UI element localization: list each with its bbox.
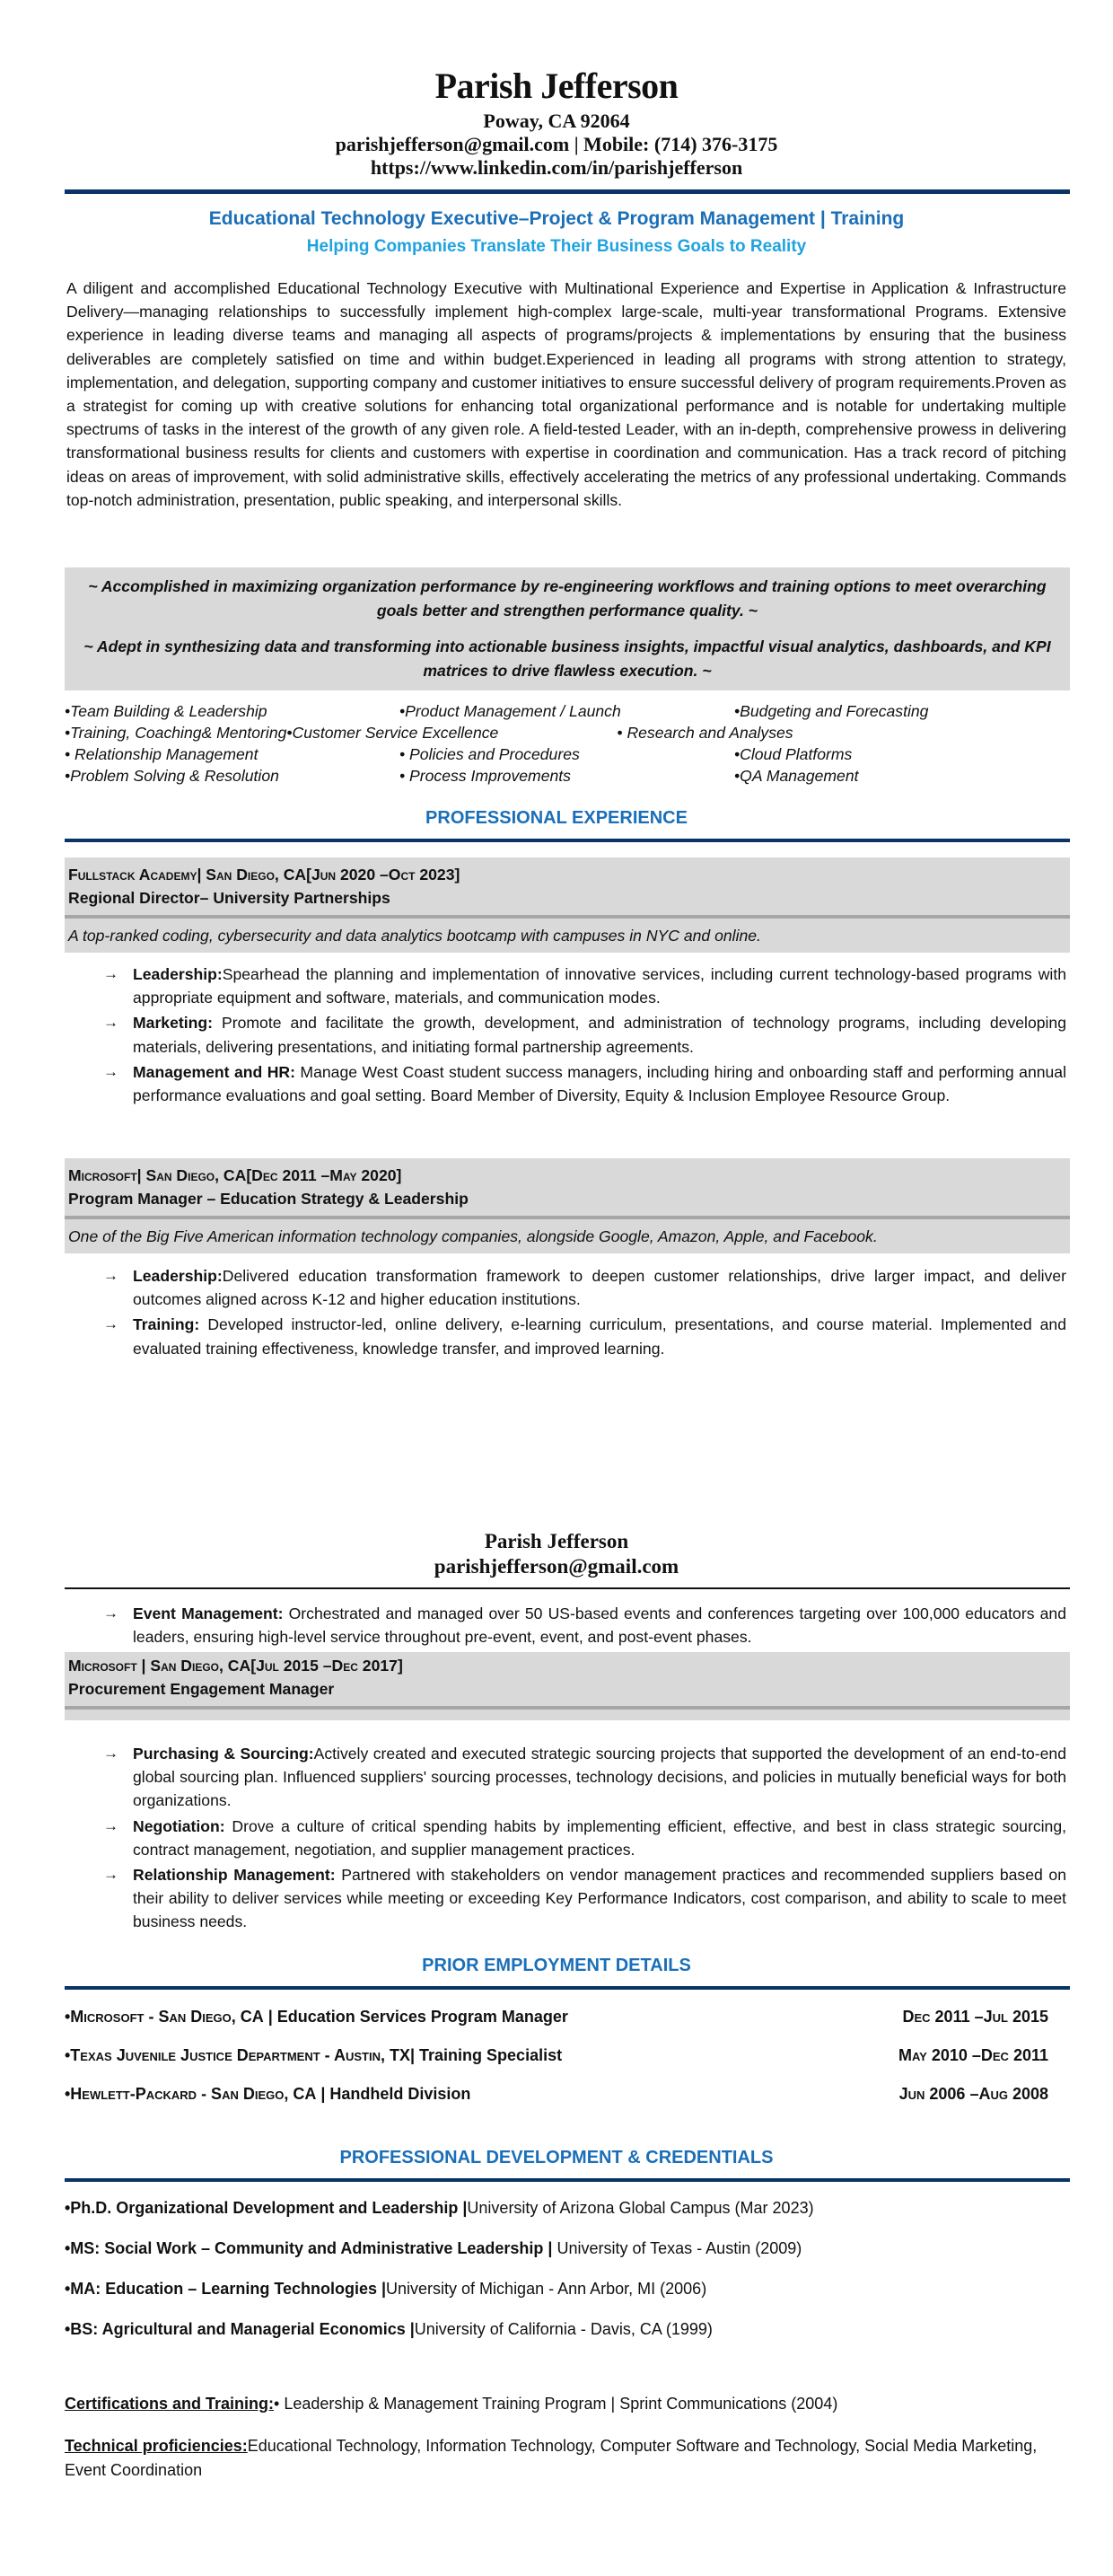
arrow-right-icon: → [103,1062,118,1080]
job-company-line: Microsoft| San Diego, CA[Dec 2011 –May 2020] [68,1166,402,1184]
prior-employment-row [65,2046,1048,2065]
section-divider [65,1986,1070,1990]
job-header [65,857,1070,922]
prior-dates: May 2010 –Dec 2011 [898,2046,1048,2064]
header-divider [65,189,1070,194]
education-school: University of Arizona Global Campus (Mar 2023) [467,2199,814,2217]
job-header-divider [65,915,1070,919]
job-bullets-continued [65,1602,1066,1650]
bullet-text: Orchestrated and managed over 50 US-based events and conferences targeting over 100,000 educators and leaders, ensuring high-level service throughout pre-event, event, and post-event phases. [133,1605,1066,1647]
skill-item: • Process Improvements [399,767,571,785]
candidate-name: Parish Jefferson [434,66,679,106]
bullet-label: Leadership: [133,965,223,983]
education-degree: •BS: Agricultural and Managerial Economics | [65,2320,415,2338]
bullet-label: Training: [133,1315,200,1334]
job-bullets [65,1264,1066,1362]
education-school: University of California - Davis, CA (1999) [414,2320,713,2338]
education-school: University of Texas - Austin (2009) [552,2239,802,2257]
professional-summary: A diligent and accomplished Educational Technology Executive with Multinational Experience and Expertise in Application & Infrastructure Delivery—managing relationships to successfully implement high-complex large-scale, multi-year transformational Programs. Extensive experience in leading diverse teams and managing all aspects of programs/projects & implementations by ensuring that the business deliverables are completely satisfied on time and within budget.Experienced in leading all programs with strong attention to strategy, implementation, and delegation, supporting company and customer initiatives to ensure successful delivery of program requirements.Proven as a strategist for coming up with creative solutions for enhancing total organizational performance and is notable for undertaking multiple spectrums of tasks in the interest of the growth of any given role. A field-tested Leader, with an in-depth, comprehensive prowess in delivering transformational business results for clients and customers with expertise in coordination and communication. Has a track record of pitching ideas on areas of improvement, with solid administrative skills, effectively accelerating the metrics of any professional undertaking. Commands top-notch administration, presentation, public speaking, and interpersonal skills. [66,279,1066,509]
job-header [65,1652,1070,1720]
education-item [65,2280,1070,2299]
prior-dates: Jun 2006 –Aug 2008 [898,2085,1048,2103]
bullet-text: Drove a culture of critical spending habits by implementing efficient, effective, and best in class strategic sourcing, contract management, negotiation, and supplier management practices. [133,1816,1066,1859]
arrow-right-icon: → [103,1267,118,1284]
email-phone: parishjefferson@gmail.com | Mobile: (714) 376-3175 [335,133,778,155]
skill-item: • Policies and Procedures [399,745,580,763]
arrow-right-icon: → [103,1605,118,1622]
section-title-prior: PRIOR EMPLOYMENT DETAILS [422,1956,691,1975]
section-divider [65,839,1070,842]
prior-company: •Texas Juvenile Justice Department - Austin, TX [65,2046,410,2064]
location: Poway, CA 92064 [483,110,630,132]
education-degree: •MA: Education – Learning Technologies | [65,2280,387,2298]
skill-item: •QA Management [734,767,859,785]
skills-row [65,722,1070,743]
job-bullets [65,963,1066,1109]
headline-title: Educational Technology Executive–Project & Program Management | Training [208,208,905,229]
prior-dates: Dec 2011 –Jul 2015 [902,2008,1048,2026]
bullet-text: Partnered with stakeholders on vendor management practices and recommended suppliers based on their ability to deliver services while meeting or exceeding Key Performance Indicators, cost comparison, and ability to scale to meet business needs. [133,1866,1066,1931]
certifications-text: • Leadership & Management Training Program | Sprint Communications (2004) [274,2395,838,2413]
list-item [65,1742,1066,1813]
skills-row [65,743,1070,765]
section-title-development: PROFESSIONAL DEVELOPMENT & CREDENTIALS [339,2148,774,2167]
arrow-right-icon: → [103,965,118,982]
job-company-line: Fullstack Academy| San Diego, CA[Jun 2020 –Oct 2023] [68,866,460,884]
section-title-experience: PROFESSIONAL EXPERIENCE [425,808,688,828]
list-item [65,1815,1066,1861]
callout-box [65,567,1070,690]
education-item [65,2320,1070,2339]
page2-name: Parish Jefferson [484,1530,629,1552]
callout-2: ~ Adept in synthesizing data and transforming into actionable business insights, impactful visual analytics, dashboards, and KPI matrices to drive flawless execution. ~ [83,637,1051,680]
arrow-right-icon: → [103,1745,118,1762]
bullet-label: Relationship Management: [133,1866,336,1885]
bullet-text: Actively created and executed strategic sourcing projects that supported the development of an end-to-end global sourcing plan. Influenced suppliers' sourcing processes, technology decisions, and policies in mutually beneficial ways for both organizations. [133,1745,1066,1810]
prior-employment-row [65,2008,1048,2027]
technical-label: Technical proficiencies: [65,2437,248,2455]
page2-email: parishjefferson@gmail.com [434,1555,679,1578]
list-item [65,963,1066,1009]
list-item [65,1313,1066,1359]
technical-proficiencies [65,2434,1070,2483]
skills-row [65,765,1070,787]
bullet-text: Manage West Coast student success managers, including hiring and onboarding staff and performing annual performance evaluations and goal setting. Board Member of Diversity, Equity & Inclusion Employee Resource Group. [133,1062,1066,1105]
job-header-divider [65,1216,1070,1219]
skills-row [65,700,1070,722]
prior-role: | Handheld Division [316,2085,471,2103]
technical-text: Educational Technology, Information Technology, Computer Software and Technology, Social Media Marketing, Event Coordination [65,2437,1038,2479]
arrow-right-icon: → [103,1816,118,1834]
arrow-right-icon: → [103,1866,118,1884]
prior-employment-row [65,2085,1048,2104]
job-title: Regional Director– University Partnerships [68,889,390,907]
job-company-description: A top-ranked coding, cybersecurity and data analytics bootcamp with campuses in NYC and online. [65,920,1070,953]
prior-role: | Education Services Program Manager [263,2008,568,2026]
education-degree: •Ph.D. Organizational Development and Leadership | [65,2199,468,2217]
job-company-description: One of the Big Five American information technology companies, alongside Google, Amazon, Apple, and Facebook. [65,1221,1070,1253]
bullet-label: Event Management: [133,1605,284,1622]
education-school: University of Michigan - Ann Arbor, MI (2006) [386,2280,707,2298]
bullet-label: Negotiation: [133,1816,225,1835]
education-item [65,2239,1070,2258]
bullet-label: Purchasing & Sourcing: [133,1745,314,1763]
skill-item: • Research and Analyses [617,724,793,742]
job-header [65,1158,1070,1223]
section-divider [65,2178,1070,2182]
skills-grid [65,700,1070,787]
page2-divider [65,1587,1070,1589]
bullet-text: Developed instructor-led, online delivery, e-learning curriculum, presentations, and course material. Implemented and evaluated training effectiveness, knowledge transfer, and improved learning. [133,1315,1066,1358]
skill-item: •Training, Coaching& Mentoring [65,724,287,742]
prior-company: •Hewlett-Packard - San Diego, CA [65,2085,317,2103]
linkedin-url[interactable]: https://www.linkedin.com/in/parishjefferson [370,156,743,179]
bullet-text: Promote and facilitate the growth, development, and administration of technology programs, including developing materials, delivering presentations, and initiating formal partnership agreements. [133,1014,1066,1056]
list-item [65,1060,1066,1107]
skill-item: •Team Building & Leadership [65,702,267,720]
bullet-label: Management and HR: [133,1062,295,1081]
bullet-label: Marketing: [133,1014,213,1033]
list-item [65,1264,1066,1311]
arrow-right-icon: → [103,1014,118,1032]
skill-item: •Product Management / Launch [399,702,621,720]
job-bullets [65,1742,1066,1936]
prior-company: •Microsoft - San Diego, CA [65,2008,264,2026]
bullet-text: Delivered education transformation framework to deepen customer relationships, drive larger impact, and deliver outcomes aligned across K-12 and higher education institutions. [133,1267,1066,1309]
list-item [65,1863,1066,1934]
certifications-label: Certifications and Training: [65,2395,275,2413]
certifications [65,2392,1070,2416]
education-item [65,2199,1070,2218]
bullet-label: Leadership: [133,1267,223,1285]
skill-item: •Cloud Platforms [734,745,853,763]
headline-tagline: Helping Companies Translate Their Business Goals to Reality [306,237,807,256]
bullet-text: Spearhead the planning and implementation of innovative services, including current technology-based programs with appropriate equipment and software, materials, and communication modes. [133,965,1066,1007]
list-item [65,1011,1066,1058]
list-item [65,1602,1066,1648]
education-degree: •MS: Social Work – Community and Administrative Leadership | [65,2239,553,2257]
skill-item: •Problem Solving & Resolution [65,767,279,785]
skill-item: • Relationship Management [65,745,259,763]
callout-1: ~ Accomplished in maximizing organization performance by re-engineering workflows and training options to meet overarching goals better and strengthen performance quality. ~ [88,577,1047,620]
arrow-right-icon: → [103,1315,118,1333]
skill-item: •Budgeting and Forecasting [734,702,929,720]
skill-item: •Customer Service Excellence [286,724,499,742]
job-title: Program Manager – Education Strategy & Leadership [68,1190,469,1208]
job-title: Procurement Engagement Manager [68,1680,335,1698]
job-company-line: Microsoft | San Diego, CA[Jul 2015 –Dec 2017] [68,1657,403,1675]
prior-role: | Training Specialist [410,2046,563,2064]
